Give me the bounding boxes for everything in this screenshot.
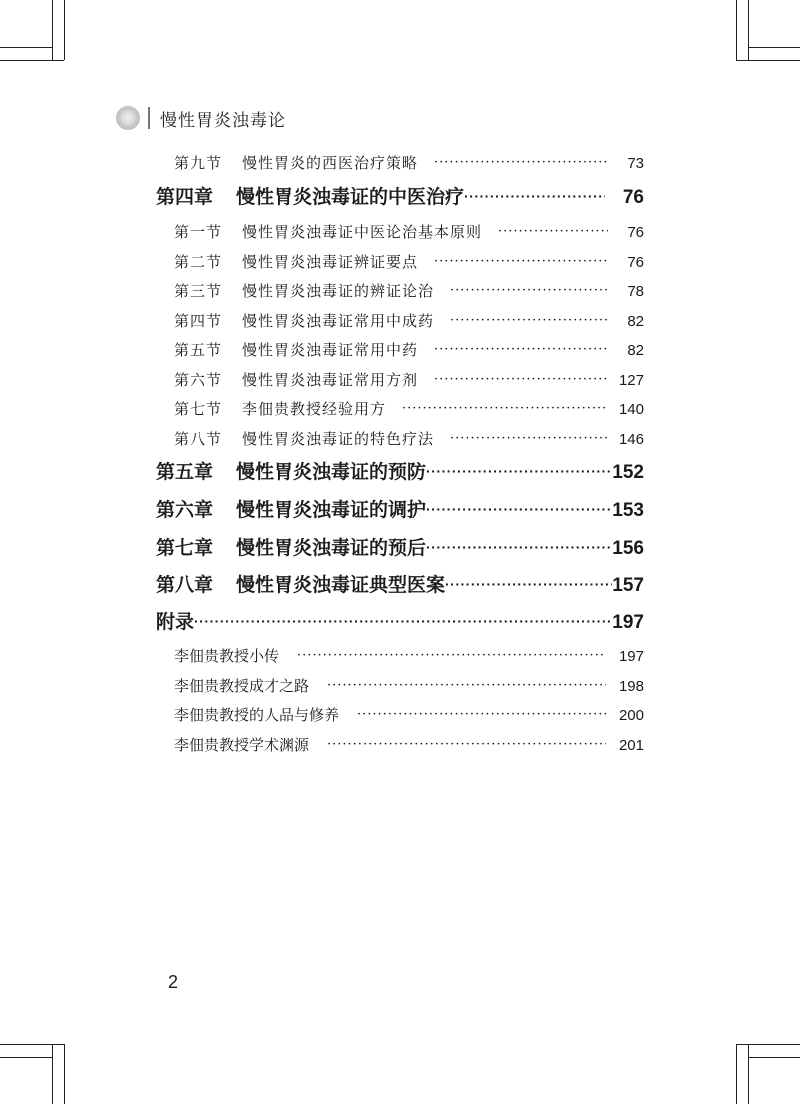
toc-chapter-8[interactable] bbox=[156, 570, 644, 597]
section-number: 第七节 bbox=[174, 400, 223, 418]
header-divider bbox=[148, 107, 150, 129]
crop-mark bbox=[64, 0, 65, 60]
dot-leader bbox=[297, 647, 606, 661]
crop-mark bbox=[736, 0, 737, 60]
dot-leader bbox=[450, 282, 608, 296]
chapter-title: 慢性胃炎浊毒证典型医案 bbox=[236, 575, 446, 596]
page-ref: 153 bbox=[612, 500, 644, 521]
section-title: 慢性胃炎的西医治疗策略 bbox=[242, 154, 419, 172]
toc-section-label bbox=[174, 369, 418, 390]
toc-section[interactable] bbox=[174, 221, 644, 242]
page-ref: 200 bbox=[618, 707, 644, 724]
section-title: 慢性胃炎浊毒证常用方剂 bbox=[242, 371, 419, 389]
appendix-title: 附录 bbox=[156, 612, 195, 633]
toc-section[interactable] bbox=[174, 280, 644, 301]
crop-mark bbox=[0, 47, 52, 48]
toc-section[interactable] bbox=[174, 310, 644, 331]
toc-section-label bbox=[174, 280, 434, 301]
toc-chapter-label bbox=[156, 182, 464, 209]
chapter-title: 慢性胃炎浊毒证的调护 bbox=[236, 500, 427, 521]
toc-section-label bbox=[174, 310, 434, 331]
crop-mark bbox=[748, 1057, 800, 1058]
dot-leader bbox=[194, 612, 612, 628]
toc-appendix[interactable] bbox=[156, 607, 644, 634]
toc-chapter-4[interactable] bbox=[156, 182, 644, 209]
page-ref: 76 bbox=[622, 187, 644, 208]
toc-chapter-7[interactable] bbox=[156, 533, 644, 560]
toc-chapter-label bbox=[156, 457, 426, 484]
toc-section[interactable] bbox=[174, 428, 644, 449]
section-number: 第九节 bbox=[174, 154, 223, 172]
section-title: 慢性胃炎浊毒证中医论治基本原则 bbox=[242, 223, 483, 241]
appendix-item-title: 李佃贵教授的人品与修养 bbox=[174, 706, 340, 724]
dot-leader bbox=[464, 187, 605, 203]
toc-section[interactable] bbox=[174, 398, 644, 419]
page-number: 2 bbox=[168, 972, 179, 992]
page-ref: 73 bbox=[627, 155, 644, 172]
dot-leader bbox=[357, 706, 606, 720]
toc-section[interactable] bbox=[174, 339, 644, 360]
toc-section-label bbox=[174, 428, 434, 449]
toc-appendix-item[interactable] bbox=[174, 645, 644, 666]
toc-appendix-item[interactable] bbox=[174, 675, 644, 696]
page-ref: 146 bbox=[618, 431, 644, 448]
page-ref: 198 bbox=[618, 678, 644, 695]
section-title: 慢性胃炎浊毒证的辨证论治 bbox=[242, 282, 435, 300]
page-ref: 197 bbox=[618, 648, 644, 665]
toc-section-label bbox=[174, 339, 418, 360]
page-ref: 156 bbox=[612, 538, 644, 559]
toc-chapter-label bbox=[156, 570, 445, 597]
dot-leader bbox=[327, 736, 606, 750]
crop-mark bbox=[52, 0, 53, 60]
toc-appendix-item[interactable] bbox=[174, 734, 644, 755]
dot-leader bbox=[426, 538, 612, 554]
section-number: 第五节 bbox=[174, 341, 223, 359]
crop-mark bbox=[736, 1044, 800, 1045]
dot-leader bbox=[434, 371, 608, 385]
appendix-item-title: 李佃贵教授小传 bbox=[174, 647, 280, 665]
dot-leader bbox=[426, 462, 612, 478]
crop-mark bbox=[748, 1044, 749, 1104]
toc-chapter-label bbox=[156, 495, 426, 522]
crop-mark bbox=[736, 60, 800, 61]
page-ref: 78 bbox=[627, 283, 644, 300]
appendix-item-title: 李佃贵教授学术渊源 bbox=[174, 736, 310, 754]
toc-section-label bbox=[174, 398, 386, 419]
dot-leader bbox=[498, 223, 608, 237]
dot-leader bbox=[402, 400, 608, 414]
chapter-number: 第四章 bbox=[156, 187, 214, 208]
page-ref: 82 bbox=[627, 313, 644, 330]
section-title: 慢性胃炎浊毒证常用中药 bbox=[242, 341, 419, 359]
toc-section[interactable] bbox=[174, 369, 644, 390]
crop-mark bbox=[0, 1044, 64, 1045]
book-title: 慢性胃炎浊毒论 bbox=[160, 110, 286, 131]
toc-section-label bbox=[174, 251, 418, 272]
toc-appendix-item[interactable] bbox=[174, 704, 644, 725]
toc-section[interactable] bbox=[174, 251, 644, 272]
section-number: 第八节 bbox=[174, 430, 223, 448]
page-ref: 76 bbox=[627, 254, 644, 271]
crop-mark bbox=[64, 1044, 65, 1104]
crop-mark bbox=[748, 0, 749, 60]
running-header bbox=[116, 104, 286, 132]
section-title: 慢性胃炎浊毒证常用中成药 bbox=[242, 312, 435, 330]
toc-section-label bbox=[174, 152, 418, 173]
crop-mark bbox=[736, 1044, 737, 1104]
page-ref: 152 bbox=[612, 462, 644, 483]
toc-section-label bbox=[174, 221, 482, 242]
page-ref: 82 bbox=[627, 342, 644, 359]
chapter-title: 慢性胃炎浊毒证的预后 bbox=[236, 538, 427, 559]
crop-mark bbox=[0, 1057, 52, 1058]
section-title: 李佃贵教授经验用方 bbox=[242, 400, 387, 418]
dot-leader bbox=[426, 500, 612, 516]
page-ref: 157 bbox=[612, 575, 644, 596]
dot-leader bbox=[327, 677, 606, 691]
dot-leader bbox=[434, 341, 608, 355]
section-number: 第四节 bbox=[174, 312, 223, 330]
section-title: 慢性胃炎浊毒证的特色疗法 bbox=[242, 430, 435, 448]
section-title: 慢性胃炎浊毒证辨证要点 bbox=[242, 253, 419, 271]
dot-leader bbox=[450, 430, 608, 444]
chapter-number: 第六章 bbox=[156, 500, 214, 521]
page-ref: 197 bbox=[612, 612, 644, 633]
page-ref: 76 bbox=[627, 224, 644, 241]
chapter-number: 第五章 bbox=[156, 462, 214, 483]
toc-chapter-label bbox=[156, 533, 426, 560]
appendix-item-title: 李佃贵教授成才之路 bbox=[174, 677, 310, 695]
chapter-title: 慢性胃炎浊毒证的中医治疗 bbox=[236, 187, 465, 208]
section-number: 第二节 bbox=[174, 253, 223, 271]
header-ornament-icon bbox=[116, 106, 140, 130]
toc-section-9[interactable] bbox=[174, 152, 644, 173]
toc-chapter-6[interactable] bbox=[156, 495, 644, 522]
crop-mark bbox=[52, 1044, 53, 1104]
toc-chapter-5[interactable] bbox=[156, 457, 644, 484]
dot-leader bbox=[445, 575, 612, 591]
dot-leader bbox=[434, 154, 608, 168]
page-ref: 201 bbox=[618, 737, 644, 754]
chapter-number: 第七章 bbox=[156, 538, 214, 559]
page-ref: 140 bbox=[618, 401, 644, 418]
chapter-number: 第八章 bbox=[156, 575, 214, 596]
crop-mark bbox=[0, 60, 64, 61]
section-number: 第三节 bbox=[174, 282, 223, 300]
section-number: 第一节 bbox=[174, 223, 223, 241]
crop-mark bbox=[748, 47, 800, 48]
dot-leader bbox=[434, 253, 608, 267]
section-number: 第六节 bbox=[174, 371, 223, 389]
dot-leader bbox=[450, 312, 608, 326]
page-ref: 127 bbox=[618, 372, 644, 389]
chapter-title: 慢性胃炎浊毒证的预防 bbox=[236, 462, 427, 483]
